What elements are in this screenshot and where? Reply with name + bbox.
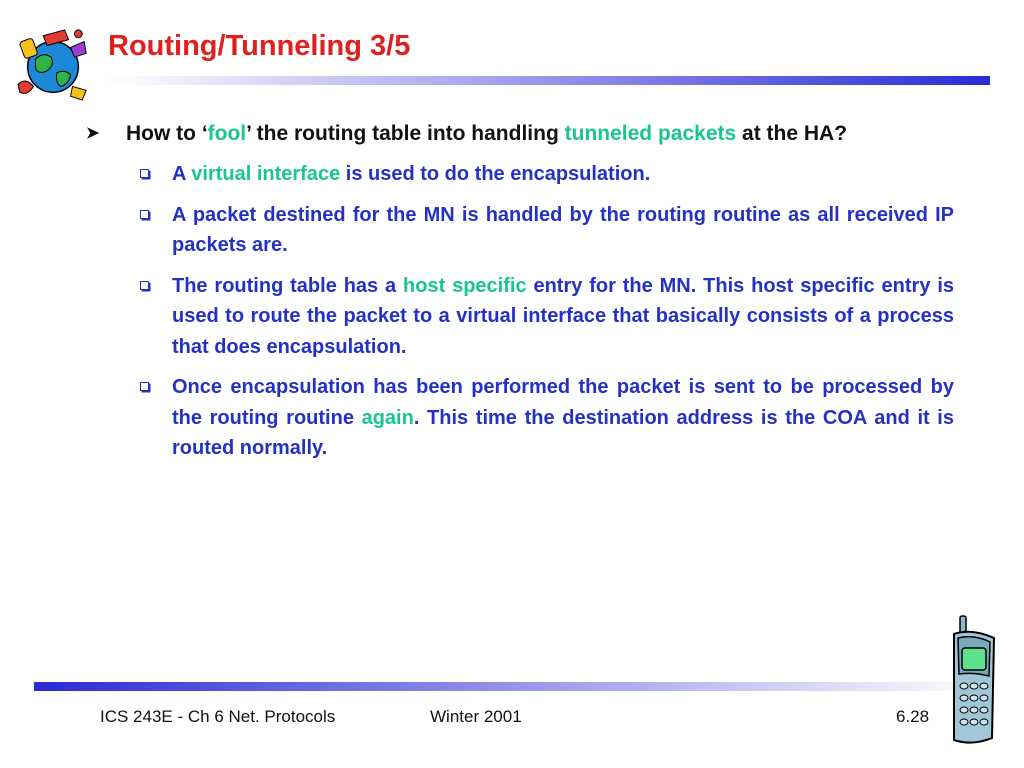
title-underline [108,76,990,85]
sub-bullet [86,159,954,190]
main-bullet-text-1: How to ‘ [126,122,208,145]
sub-bullet-text: Once encapsulation has been performed the packet is sent to be processed by the routing routine [172,376,954,429]
arrow-bullet-icon: ➤ [86,125,100,142]
footer-term: Winter 2001 [430,707,522,726]
footer-course: ICS 243E - Ch 6 Net. Protocols [100,707,336,726]
sub-bullet-text: A packet destined for the MN is handled by the routing routine as all received IP packets are. [172,203,954,256]
square-bullet-icon [140,210,149,219]
sub-bullet-highlight: virtual interface [191,163,341,185]
sub-bullet-highlight: host specific [403,274,527,297]
square-bullet-icon [140,382,149,391]
main-bullet-text-3: at the HA? [736,122,848,145]
mobile-phone-icon [944,614,1000,748]
sub-bullet-highlight: again [361,406,414,429]
main-bullet [86,118,954,149]
slide-title: Routing/Tunneling 3/5 [108,30,411,62]
footer-page-number: 6.28 [896,707,930,726]
slide-content [86,118,954,474]
main-bullet-fool: fool [207,122,247,145]
sub-bullet-text: . This time the destination address is the COA and it is routed normally. [172,406,954,459]
square-bullet-icon [140,281,149,290]
sub-bullet [86,271,954,363]
sub-bullet [86,372,954,464]
sub-bullet [86,200,954,261]
sub-bullet-text: is used to do the encapsulation. [340,163,651,185]
main-bullet-text-2: ’ the routing table into handling [246,122,565,145]
square-bullet-icon [140,169,149,178]
sub-bullet-list [86,159,954,464]
sub-bullet-text: The routing table has a [172,274,404,297]
sub-bullet-text: A [172,163,192,185]
globe-logo-icon [14,26,92,104]
footer-rule [34,682,990,691]
main-bullet-tunneled: tunneled packets [564,122,737,145]
sub-bullet-text: entry for the MN. This host specific entry is used to route the packet to a virtual interface that basically consists of a process that does encapsulation. [172,274,954,358]
